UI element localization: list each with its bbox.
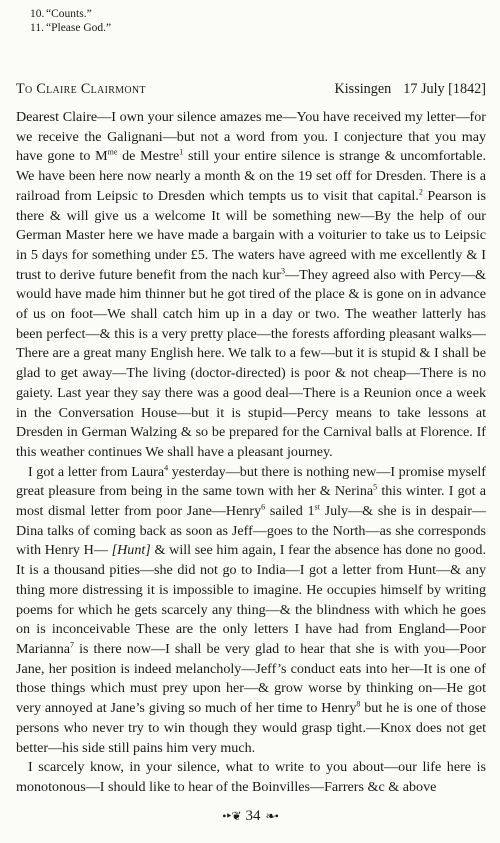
text-run: [Hunt] [111, 542, 151, 559]
page-number: 34 [245, 808, 261, 824]
letter-paragraph [16, 108, 486, 463]
footnote-ref: me [107, 147, 118, 157]
text-run: July—& she is in despair—Dina talks of coming back as soon as Jeff—goes to the North—as she corresponds with Henry H— [16, 503, 486, 559]
footnote-ref: 7 [70, 640, 75, 650]
footnote-10 [30, 7, 111, 21]
letter-place-date [334, 81, 486, 98]
text-run: Dearest Claire—I own your silence amazes me—You have received my letter—for we receive the Galignani—but not a word from you. I conjecture that you may have gone to M [16, 109, 486, 165]
text-run: sailed 1 [265, 503, 315, 520]
footnote-ref: 1 [179, 147, 184, 157]
footnote-ref: 5 [373, 482, 378, 492]
footnote-ref: st [314, 502, 320, 512]
text-run: still your entire silence is strange & uncomfortable. We have been here now nearly a month & on the 19 set off for Dresden. There is a railroad from Leipsic to Dresden which tempts us to visit that capital. [16, 148, 486, 204]
text-run: I got a letter from Laura [28, 463, 165, 480]
page-folio [0, 808, 500, 825]
text-run: this winter. I got a most dismal letter from poor Jane—Henry [16, 483, 486, 520]
letter-body [16, 108, 486, 798]
text-run: yesterday—but there is nothing new—I promise myself great pleasure from being in the same town with her & Nerina [16, 463, 486, 500]
text-run: —They agreed also with Percy—& would have made him thinner but he got tired of the place & is gone on in advance of us on foot—We shall catch him up in a day or two. The weather latterly has been perfect—& this is a very pretty place—the forests affording pleasant walks—There are a great many English here. We talk to a few—but it is stupid & I shall be glad to get away—The living (doctor-directed) is poor & not cheap—There is no gaiety. Last year they say there was a good deal—There is a Reunion once a week in the Conversation House—but it is stupid—Percy means to take lessons at Dresden in German Walzing & so be prepared for the Carnival balls at Florence. If this weather continues We shall have a pleasant journey. [16, 266, 486, 460]
text-run: I scarcely know, in your silence, what to write to you about—our life here is monotonous—I should like to hear of the Boinvilles—Farrers &c & above [16, 759, 486, 795]
text-run: but he is one of those persons who never try to win though they would grasp tight.—Knox does not get better—his side still pains him very much. [16, 700, 486, 756]
text-run: de Mestre [117, 148, 180, 165]
letter-paragraph [16, 463, 486, 759]
footnote-ref: 4 [164, 462, 169, 472]
footnote-text: “Please God.” [46, 22, 112, 34]
text-run: Pearson is there & will give us a welcome It will be something new—By the help of our German Master here we have made a bargain with a voiturier to take us to Leipsic in 5 days for something under £5. The waters have agreed with me excellently & I trust to derive future benefit from the nach kur [16, 187, 486, 283]
footnote-number: 10. [30, 8, 45, 20]
footnote-number: 11. [30, 22, 44, 34]
letter-paragraph [16, 758, 486, 797]
letter-heading [16, 81, 486, 98]
footnotes [30, 7, 111, 35]
footnote-ref: 6 [261, 502, 266, 512]
footnote-ref: 3 [281, 265, 285, 275]
folio-ornament-right: ❧• [265, 809, 278, 823]
text-run: & will see him again, I fear the absence has done no good. It is a thousand pities—she did not go to India—I got a letter from Hunt—& any thing more distressing it is impossible to imagine. He occupies himself by writing poems for which he gets scarcely any thing—& the blindness with which he goes on is inconceivable These are the only letters I have had from England—Poor Marianna [16, 542, 486, 657]
text-run: is there now—I shall be very glad to hear that she is with you—Poor Jane, her position is indeed melancholy—Jeff’s conduct eats into her—It is one of those things which must prey upon her—& grow worse by thinking on—He got very annoyed at Jane’s giving so much of her time to Henry [16, 640, 486, 717]
letter-date: 17 July [1842] [403, 81, 486, 97]
footnote-ref: 2 [418, 187, 423, 197]
letter-recipient: To Claire Clairmont [16, 81, 146, 97]
folio-ornament-left: •‣❦ [222, 809, 241, 823]
letter-place: Kissingen [334, 81, 392, 97]
footnote-text: “Counts.” [46, 8, 92, 20]
footnote-ref: 8 [356, 699, 361, 709]
footnote-11 [30, 21, 111, 35]
